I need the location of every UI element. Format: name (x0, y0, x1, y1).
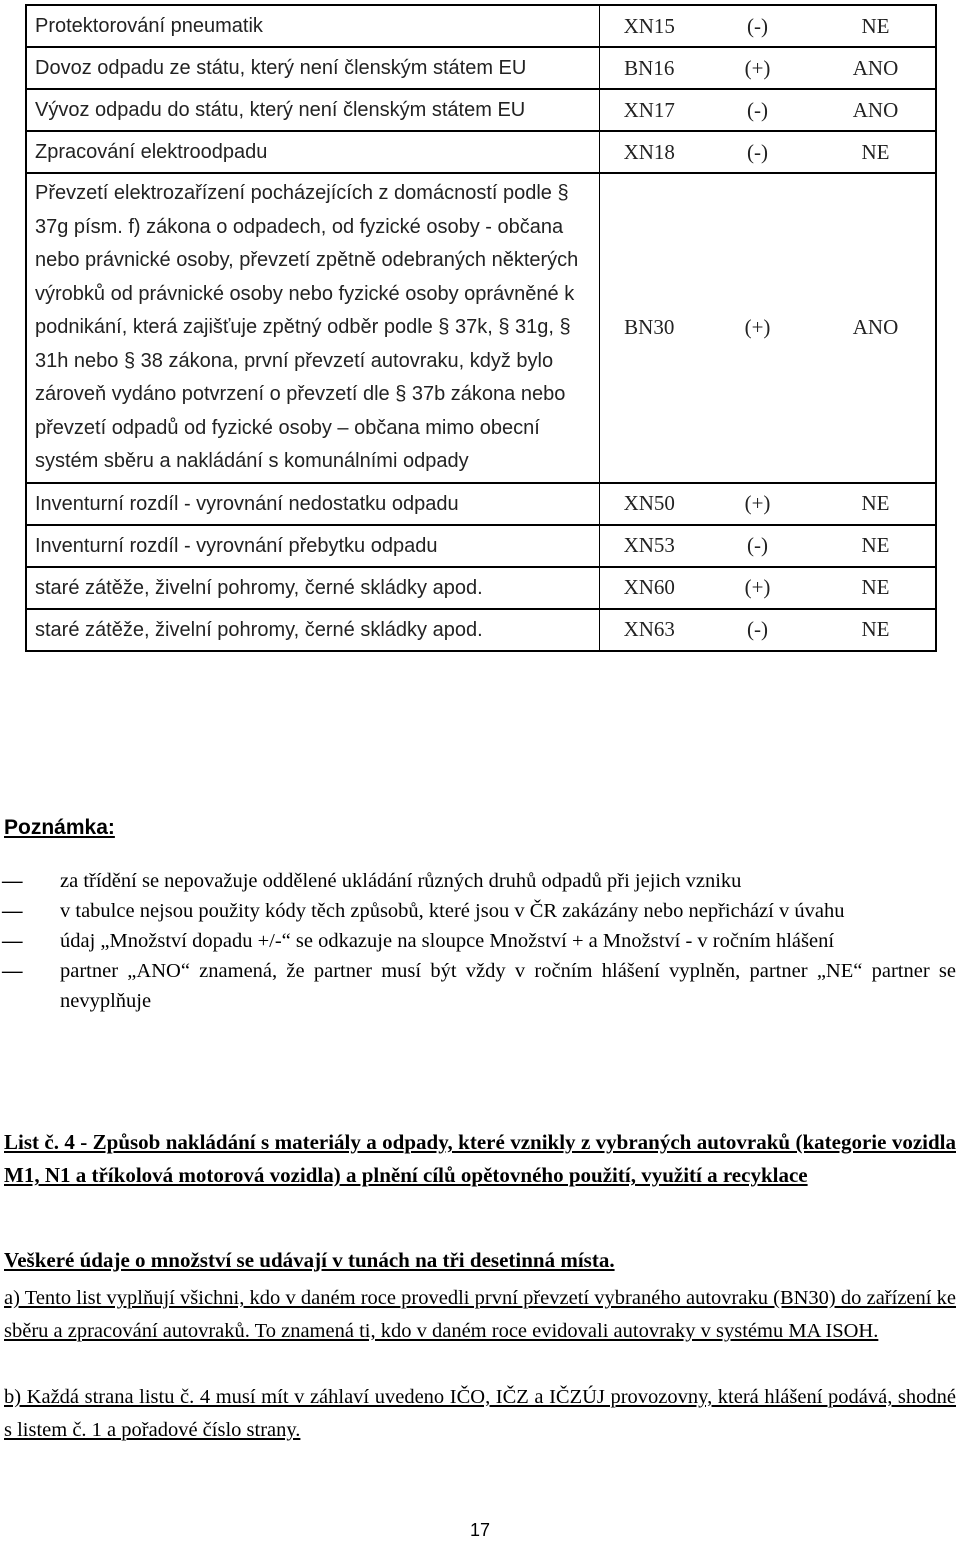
row-partner: NE (816, 5, 936, 47)
row-partner: ANO (816, 173, 936, 483)
table-row (26, 173, 936, 483)
row-sign: (-) (699, 525, 816, 567)
table-row (26, 483, 936, 525)
row-description: staré zátěže, živelní pohromy, černé skládky apod. (26, 609, 599, 651)
table-row (26, 567, 936, 609)
row-sign: (+) (699, 483, 816, 525)
row-code: BN30 (599, 173, 699, 483)
dash-bullet: — (2, 960, 23, 982)
dash-bullet: — (2, 870, 23, 892)
list-item (0, 956, 960, 1016)
table-row (26, 5, 936, 47)
row-partner: NE (816, 131, 936, 173)
list-item (0, 866, 960, 896)
list-title: List č. 4 - Způsob nakládání s materiály a odpady, které vznikly z vybraných autovraků (kategorie vozidla M1, N1 a tříkolová motorová vozidla) a plnění cílů opětovného použití, využití a recyklace (4, 1130, 956, 1187)
row-code: XN50 (599, 483, 699, 525)
row-sign: (-) (699, 131, 816, 173)
list-item (0, 926, 960, 956)
table-row (26, 131, 936, 173)
row-sign: (-) (699, 609, 816, 651)
table-row (26, 47, 936, 89)
row-partner: ANO (816, 89, 936, 131)
row-partner: NE (816, 609, 936, 651)
row-description: Převzetí elektrozařízení pocházejících z domácností podle § 37g písm. f) zákona o odpadech, od fyzické osoby - občana nebo právnické osoby, převzetí zpětně odebraných některých výrobků od právnické osoby nebo fyzické osoby oprávněné k podnikání, která zajišťuje zpětný odběr podle § 37k, § 31g, § 31h nebo § 38 zákona, první převzetí autovraku, když bylo zároveň vydáno potvrzení o převzetí dle § 37b zákona nebo převzetí odpadů od fyzické osoby – občana mimo obecní systém sběru a nakládání s komunálními odpady (26, 173, 599, 483)
notes-heading: Poznámka: (4, 816, 115, 839)
row-description: Inventurní rozdíl - vyrovnání nedostatku odpadu (26, 483, 599, 525)
row-description: Protektorování pneumatik (26, 5, 599, 47)
dash-bullet: — (2, 930, 23, 952)
row-code: XN60 (599, 567, 699, 609)
table-row (26, 609, 936, 651)
row-partner: NE (816, 567, 936, 609)
row-partner: ANO (816, 47, 936, 89)
row-description: Dovoz odpadu ze státu, který není členským státem EU (26, 47, 599, 89)
page-number: 17 (469, 1520, 491, 1540)
note-text: v tabulce nejsou použity kódy těch způsobů, které jsou v ČR zakázány nebo nepřichází v úvahu (60, 900, 845, 922)
units-notice: Veškeré údaje o množství se udávají v tunách na tři desetinná místa. (4, 1248, 615, 1272)
row-code: XN63 (599, 609, 699, 651)
row-partner: NE (816, 525, 936, 567)
row-sign: (-) (699, 5, 816, 47)
paragraph-a: a) Tento list vyplňují všichni, kdo v daném roce provedli první převzetí vybraného autovraku (BN30) do zařízení ke sběru a zpracování autovraků. To znamená ti, kdo v daném roce evidovali autovraky v systému MA ISOH. (4, 1287, 956, 1342)
row-code: XN17 (599, 89, 699, 131)
row-code: XN15 (599, 5, 699, 47)
row-code: XN53 (599, 525, 699, 567)
row-description: Inventurní rozdíl - vyrovnání přebytku odpadu (26, 525, 599, 567)
waste-codes-table (25, 4, 937, 652)
note-text: údaj „Množství dopadu +/-“ se odkazuje na sloupce Množství + a Množství - v ročním hlášení (60, 930, 835, 952)
row-description: Zpracování elektroodpadu (26, 131, 599, 173)
row-code: XN18 (599, 131, 699, 173)
table-row (26, 89, 936, 131)
list-item (0, 896, 960, 926)
row-description: Vývoz odpadu do státu, který není členským státem EU (26, 89, 599, 131)
row-code: BN16 (599, 47, 699, 89)
table-row (26, 525, 936, 567)
paragraph-b: b) Každá strana listu č. 4 musí mít v záhlaví uvedeno IČO, IČZ a IČZÚJ provozovny, která hlášení podává, shodné s listem č. 1 a pořadové číslo strany. (4, 1386, 956, 1441)
row-partner: NE (816, 483, 936, 525)
row-sign: (-) (699, 89, 816, 131)
note-text: partner „ANO“ znamená, že partner musí být vždy v ročním hlášení vyplněn, partner „NE“ partner se nevyplňuje (60, 960, 956, 1012)
row-sign: (+) (699, 567, 816, 609)
row-sign: (+) (699, 47, 816, 89)
row-sign: (+) (699, 173, 816, 483)
row-description: staré zátěže, živelní pohromy, černé skládky apod. (26, 567, 599, 609)
dash-bullet: — (2, 900, 23, 922)
notes-list (0, 866, 960, 1016)
note-text: za třídění se nepovažuje oddělené ukládání různých druhů odpadů při jejich vzniku (60, 870, 742, 892)
